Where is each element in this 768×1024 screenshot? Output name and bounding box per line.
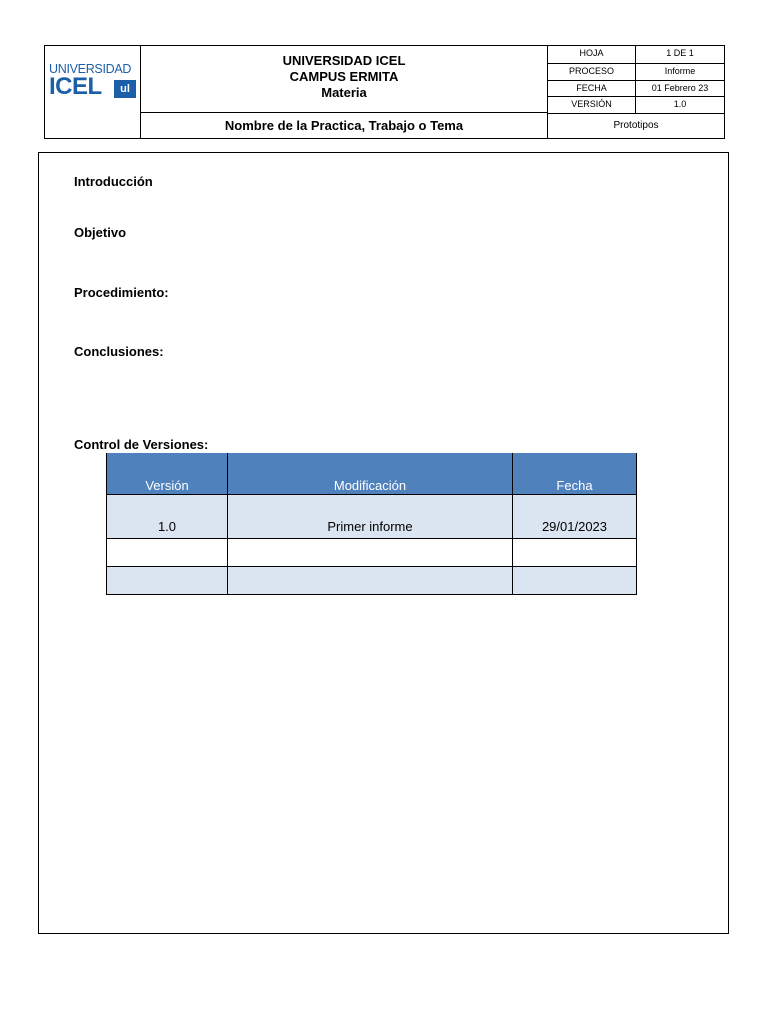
cell-version <box>107 539 228 567</box>
header-title-block <box>141 46 548 113</box>
cell-modification <box>228 567 513 595</box>
cell-date: 29/01/2023 <box>513 495 637 539</box>
meta-value: 1 DE 1 <box>666 48 694 58</box>
section-introduction: Introducción <box>74 174 153 189</box>
table-row <box>107 539 637 567</box>
table-row <box>107 567 637 595</box>
version-table <box>106 453 637 595</box>
cell-date <box>513 539 637 567</box>
section-conclusions: Conclusiones: <box>74 344 164 359</box>
column-header-date: Fecha <box>513 453 637 495</box>
meta-value: 01 Febrero 23 <box>651 82 709 93</box>
logo-wordmark: UNIVERSIDAD <box>49 62 132 76</box>
section-objective: Objetivo <box>74 225 127 240</box>
meta-value: 1.0 <box>673 99 687 110</box>
category-cell: Prototipos <box>613 120 659 131</box>
document-meta-table <box>548 46 724 114</box>
document-body <box>38 152 729 934</box>
logo-badge: ul <box>114 80 136 98</box>
meta-row-date <box>548 80 724 97</box>
logo-name: ICEL <box>49 73 102 100</box>
meta-row-sheet <box>548 46 724 63</box>
meta-row-process <box>548 63 724 80</box>
campus-name: CAMPUS ERMITA <box>289 69 399 84</box>
section-procedure: Procedimiento: <box>74 285 169 300</box>
meta-key: PROCESO <box>548 64 636 80</box>
meta-key: FECHA <box>548 81 636 97</box>
cell-modification: Primer informe <box>228 495 513 539</box>
university-name: UNIVERSIDAD ICEL <box>282 53 406 68</box>
work-title: Nombre de la Practica, Trabajo o Tema <box>141 113 548 139</box>
meta-key: VERSIÓN <box>548 97 636 113</box>
cell-modification <box>228 539 513 567</box>
subject-name: Materia <box>321 85 367 100</box>
meta-row-version <box>548 96 724 113</box>
meta-value: Informe <box>664 65 696 76</box>
meta-key: HOJA <box>548 46 636 63</box>
cell-version: 1.0 <box>107 495 228 539</box>
university-logo <box>45 46 141 139</box>
cell-version <box>107 567 228 595</box>
column-header-version: Versión <box>107 453 228 495</box>
table-row <box>107 495 637 539</box>
section-version-control: Control de Versiones: <box>74 437 209 452</box>
column-header-modification: Modificación <box>228 453 513 495</box>
cell-date <box>513 567 637 595</box>
document-header <box>44 45 725 139</box>
version-table-header <box>107 453 637 495</box>
